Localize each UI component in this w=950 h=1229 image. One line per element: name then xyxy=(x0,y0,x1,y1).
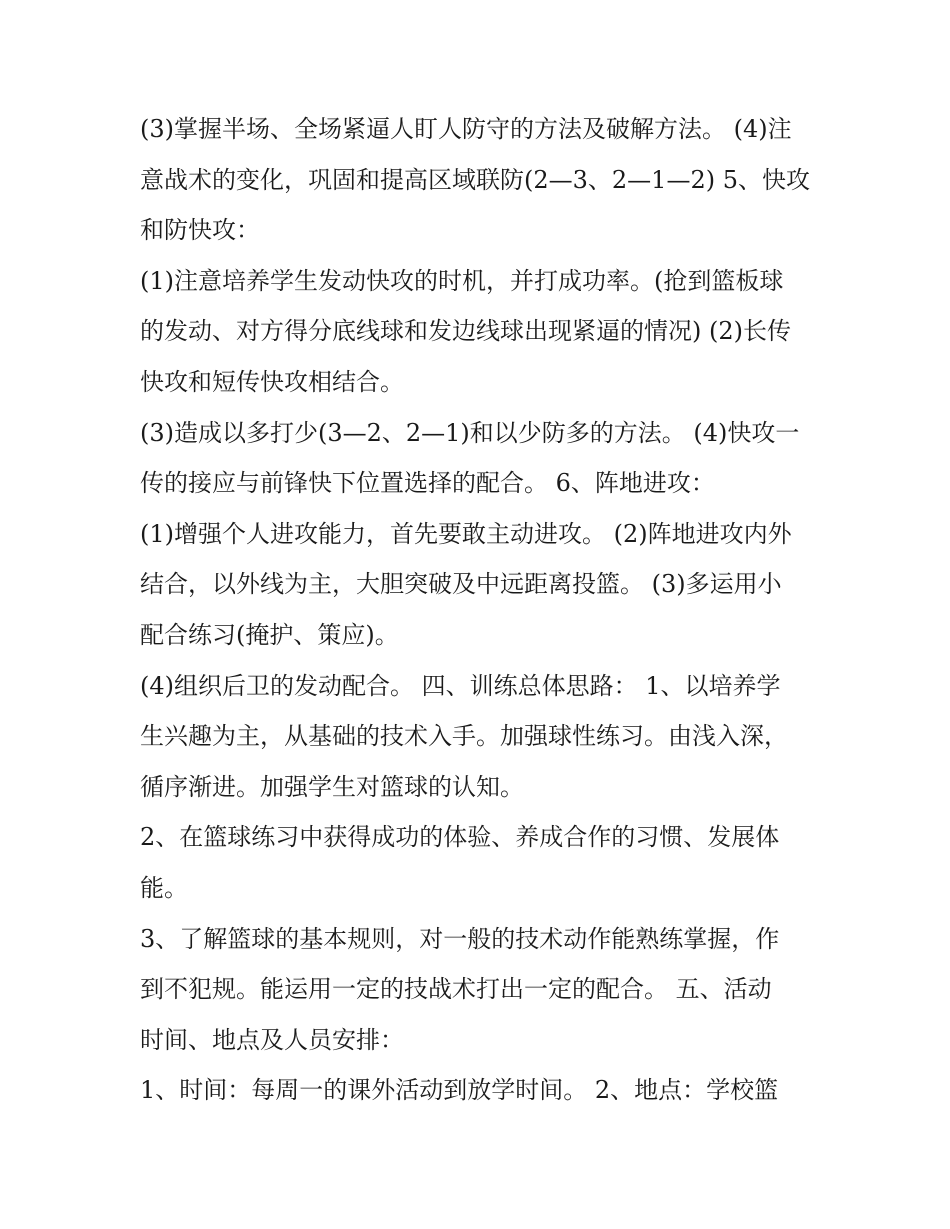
text-line: (3)造成以多打少(3—2、2—1)和以少防多的方法。 (4)快攻一 xyxy=(140,418,800,447)
text-line: 生兴趣为主，从基础的技术入手。加强球性练习。由浅入深， xyxy=(140,722,788,751)
text-line: 到不犯规。能运用一定的技战术打出一定的配合。 五、活动 xyxy=(140,975,772,1004)
text-line: (1)注意培养学生发动快攻的时机，并打成功率。(抢到篮板球 xyxy=(140,266,784,295)
text-line: 传的接应与前锋快下位置选择的配合。 6、阵地进攻： xyxy=(140,469,715,498)
paragraph-schedule xyxy=(140,1065,820,1116)
text-line: 能。 xyxy=(140,873,188,902)
text-line: 1、时间：每周一的课外活动到放学时间。 2、地点：学校篮 xyxy=(140,1076,779,1105)
text-line: (4)组织后卫的发动配合。 四、训练总体思路： 1、以培养学 xyxy=(140,671,781,700)
paragraph-outnumber xyxy=(140,408,820,509)
text-line: 意战术的变化，巩固和提高区域联防(2—3、2—1—2) 5、快攻 xyxy=(140,165,810,194)
text-line: 和防快攻： xyxy=(140,216,260,245)
paragraph-defense-tactics xyxy=(140,104,820,256)
text-line: (3)掌握半场、全场紧逼人盯人防守的方法及破解方法。 (4)注 xyxy=(140,115,792,143)
text-line: 2、在篮球练习中获得成功的体验、养成合作的习惯、发展体 xyxy=(140,823,780,852)
text-line: 结合，以外线为主，大胆突破及中远距离投篮。 (3)多运用小 xyxy=(140,570,782,599)
text-line: 3、了解篮球的基本规则，对一般的技术动作能熟练掌握，作 xyxy=(140,924,780,953)
text-line: 循序渐进。加强学生对篮球的认知。 xyxy=(140,772,524,801)
paragraph-positional-offense xyxy=(140,509,820,661)
paragraph-success-experience xyxy=(140,812,820,913)
text-line: 快攻和短传快攻相结合。 xyxy=(140,367,404,396)
text-line: 时间、地点及人员安排： xyxy=(140,1025,404,1054)
paragraph-training-approach xyxy=(140,661,820,813)
text-line: 配合练习(掩护、策应)。 xyxy=(140,620,399,649)
text-line: (1)增强个人进攻能力，首先要敢主动进攻。 (2)阵地进攻内外 xyxy=(140,519,792,548)
text-line: 的发动、对方得分底线球和发边线球出现紧逼的情况) (2)长传 xyxy=(140,317,791,346)
paragraph-fast-break xyxy=(140,256,820,408)
document-body xyxy=(140,104,820,1116)
paragraph-rules xyxy=(140,914,820,1066)
